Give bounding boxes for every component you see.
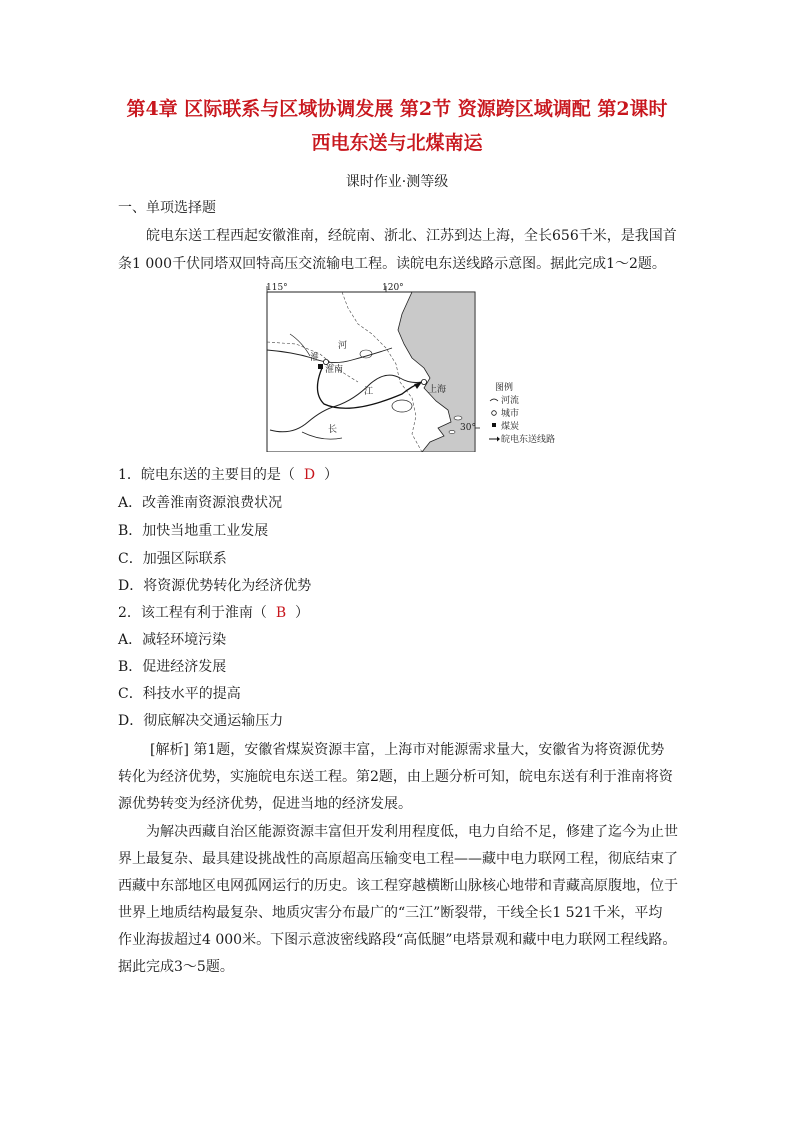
intro-paragraph-1-line-1: 皖电东送工程西起安徽淮南，经皖南、浙北、江苏到达上海，全长656千米，是我国首	[146, 228, 677, 244]
question-1-answer: D	[303, 467, 316, 483]
shanghai-city-marker	[421, 379, 426, 384]
transmission-line-map	[262, 282, 577, 452]
analysis-line-1: [解析] 第1题，安徽省煤炭资源丰富，上海市对能源需求量大，安徽省为将资源优势	[150, 742, 665, 758]
huainan-label: 淮南	[325, 365, 344, 375]
lon-120-label: 120°	[382, 283, 404, 293]
legend-coal: 煤炭	[501, 422, 520, 432]
lesson-title: 西电东送与北煤南运	[311, 132, 483, 154]
legend-city-icon	[492, 411, 497, 416]
question-2-option-c: C．科技水平的提高	[118, 686, 241, 702]
coal-marker	[318, 364, 323, 369]
question-1-option-c: C．加强区际联系	[118, 551, 227, 567]
intro-paragraph-2-line-5: 作业海拔超过4 000米。下图示意波密线路段“高低腿”电塔景观和藏中电力联网工程线路。	[118, 932, 677, 948]
legend-line-icon	[497, 437, 500, 442]
huainan-city-marker	[323, 359, 328, 364]
question-1-option-d: D．将资源优势转化为经济优势	[118, 578, 312, 594]
intro-paragraph-1-line-2: 条1 000千伏同塔双回特高压交流输电工程。读皖电东送线路示意图。据此完成1～2题。	[118, 256, 666, 272]
legend-transmission-line: 皖电东送线路	[501, 435, 556, 445]
intro-paragraph-2-line-2: 界上最复杂、最具建设挑战性的高原超高压输变电工程——藏中电力联网工程，彻底结束了	[118, 851, 678, 867]
subtitle: 课时作业·测等级	[345, 174, 449, 190]
question-2-option-d: D．彻底解决交通运输压力	[118, 713, 284, 729]
question-1-stem: 1．皖电东送的主要目的是（ D ）	[118, 467, 338, 483]
jiang-label: 江	[364, 387, 374, 397]
intro-paragraph-2-line-4: 世界上地质结构最复杂、地质灾害分布最广的“三江”断裂带，干线全长1 521千米，平均	[118, 905, 663, 921]
chapter-title: 第4章 区际联系与区域协调发展 第2节 资源跨区域调配 第2课时	[126, 98, 668, 120]
chang-label: 长	[328, 425, 338, 435]
legend-coal-icon	[492, 423, 496, 427]
legend-river-icon	[490, 399, 498, 401]
intro-paragraph-2-line-1: 为解决西藏自治区能源资源丰富但开发利用程度低，电力自给不足，修建了迄今为止世	[146, 824, 678, 840]
huai-label: 淮	[310, 353, 320, 363]
question-2-option-b: B．促进经济发展	[118, 659, 227, 675]
shanghai-label: 上海	[428, 385, 447, 395]
legend-title: 图例	[495, 383, 514, 393]
he-label: 河	[338, 341, 348, 351]
legend-city: 城市	[501, 409, 520, 419]
question-2-answer: B	[275, 605, 287, 621]
analysis-line-3: 源优势转变为经济优势，促进当地的经济发展。	[118, 796, 412, 812]
intro-paragraph-2-line-3: 西藏中东部地区电网孤网运行的历史。该工程穿越横断山脉核心地带和青藏高原腹地，位于	[118, 878, 678, 894]
lat-30-label: 30°	[460, 423, 476, 433]
legend-river: 河流	[501, 396, 520, 406]
analysis-line-2: 转化为经济优势，实施皖电东送工程。第2题，由上题分析可知，皖电东送有利于淮南将资	[118, 769, 673, 785]
question-1-option-b: B．加快当地重工业发展	[118, 523, 269, 539]
question-2-option-a: A．减轻环境污染	[118, 632, 227, 648]
question-2-stem: 2．该工程有利于淮南（ B ）	[118, 605, 310, 621]
intro-paragraph-2-line-6: 据此完成3～5题。	[118, 959, 234, 975]
question-1-option-a: A．改善淮南资源浪费状况	[118, 495, 283, 511]
lon-115-label: 115°	[266, 283, 288, 293]
section-header: 一、单项选择题	[118, 200, 216, 216]
